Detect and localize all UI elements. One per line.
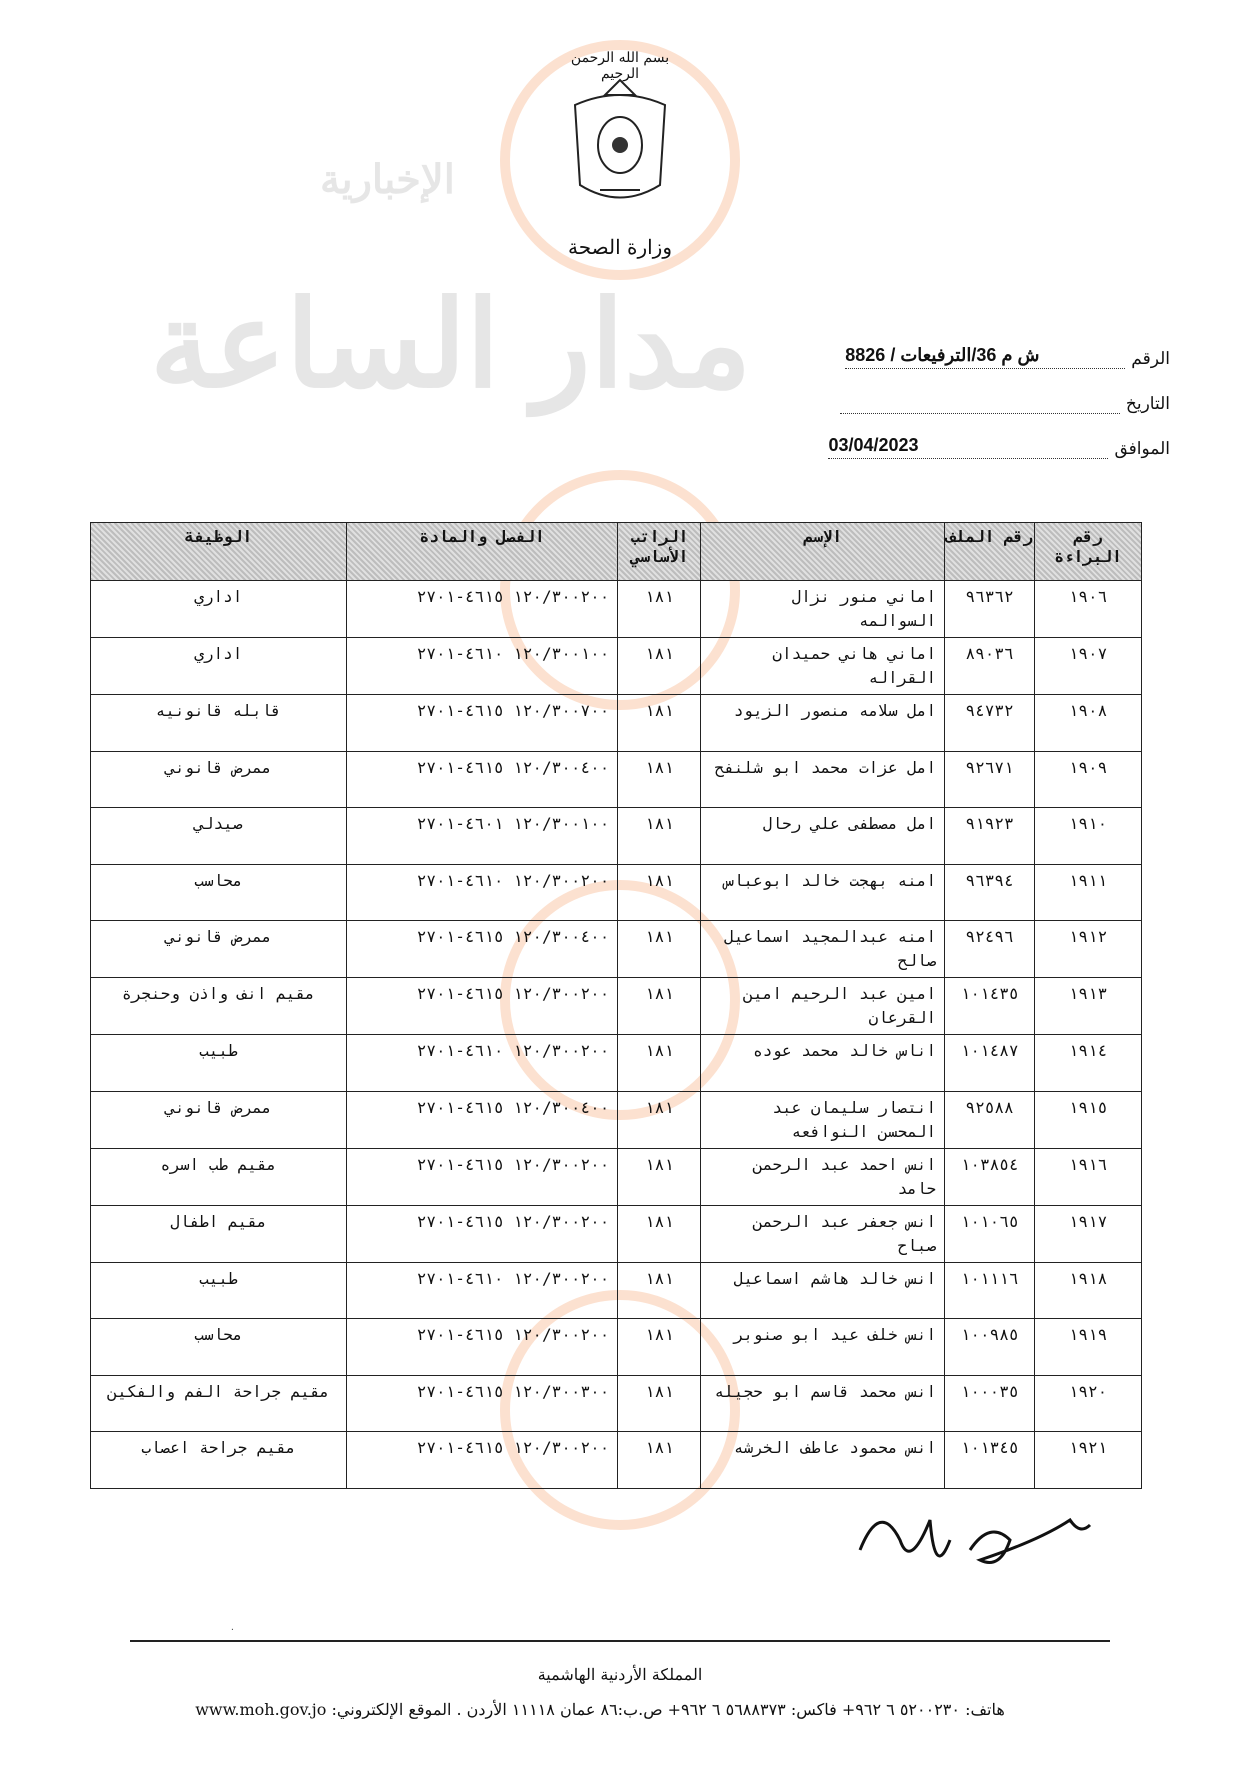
table-row (91, 1035, 1142, 1092)
table-row (91, 1091, 1142, 1148)
cell-name: امل سلامه منصور الزيود (701, 695, 945, 752)
cell-file-no: ١٠١٠٦٥ (945, 1205, 1035, 1262)
cell-chapter-article: ١٢٠/٣٠٠٢٠٠ ٤٦١٥-٢٧٠١ (346, 1205, 618, 1262)
cell-basic-salary: ١٨١ (618, 751, 701, 808)
cell-certificate-no: ١٩٢٠ (1035, 1375, 1142, 1432)
cell-name: انس جعفر عبد الرحمن صباح (701, 1205, 945, 1262)
cell-certificate-no: ١٩١٦ (1035, 1148, 1142, 1205)
cell-certificate-no: ١٩٠٨ (1035, 695, 1142, 752)
cell-chapter-article: ١٢٠/٣٠٠٢٠٠ ٤٦١٥-٢٧٠١ (346, 581, 618, 638)
footer-country: المملكة الأردنية الهاشمية (537, 1665, 703, 1684)
cell-chapter-article: ١٢٠/٣٠٠٢٠٠ ٤٦١٥-٢٧٠١ (346, 1148, 618, 1205)
cell-chapter-article: ١٢٠/٣٠٠٢٠٠ ٤٦١٥-٢٧٠١ (346, 1432, 618, 1489)
cell-basic-salary: ١٨١ (618, 1262, 701, 1319)
cell-basic-salary: ١٨١ (618, 978, 701, 1035)
cell-certificate-no: ١٩١٤ (1035, 1035, 1142, 1092)
header-name: الإسم (701, 523, 945, 581)
table-row (91, 921, 1142, 978)
table-row (91, 978, 1142, 1035)
cell-job: اداري (91, 581, 347, 638)
cell-basic-salary: ١٨١ (618, 921, 701, 978)
cell-name: امين عبد الرحيم امين القرعان (701, 978, 945, 1035)
table-row (91, 581, 1142, 638)
cell-name: اماني منور نزال السوالمه (701, 581, 945, 638)
cell-basic-salary: ١٨١ (618, 638, 701, 695)
cell-file-no: ١٠١٤٣٥ (945, 978, 1035, 1035)
table-row (91, 695, 1142, 752)
cell-certificate-no: ١٩١٠ (1035, 808, 1142, 865)
cell-chapter-article: ١٢٠/٣٠٠٤٠٠ ٤٦١٥-٢٧٠١ (346, 751, 618, 808)
header-chapter-article: الفصل والمادة (346, 523, 618, 581)
cell-name: امل مصطفى علي رحال (701, 808, 945, 865)
cell-job: مقيم جراحة الفم والفكين (91, 1375, 347, 1432)
cell-chapter-article: ١٢٠/٣٠٠٢٠٠ ٤٦١٥-٢٧٠١ (346, 1319, 618, 1376)
jordan-emblem-icon (565, 75, 675, 215)
cell-job: محاسب (91, 1319, 347, 1376)
table-row (91, 1262, 1142, 1319)
header-job: الوظيفة (91, 523, 347, 581)
ref-field (845, 345, 1170, 369)
cell-basic-salary: ١٨١ (618, 1375, 701, 1432)
cell-job: ممرض قانوني (91, 751, 347, 808)
cell-job: اداري (91, 638, 347, 695)
cell-certificate-no: ١٩١٧ (1035, 1205, 1142, 1262)
cell-name: انس خلف عيد ابو صنوبر (701, 1319, 945, 1376)
signature (840, 1480, 1120, 1590)
cell-certificate-no: ١٩٠٦ (1035, 581, 1142, 638)
cell-name: اناس خالد محمد عوده (701, 1035, 945, 1092)
cell-chapter-article: ١٢٠/٣٠٠٣٠٠ ٤٦١٥-٢٧٠١ (346, 1375, 618, 1432)
table-row (91, 808, 1142, 865)
promotions-table (90, 522, 1142, 1489)
cell-file-no: ٩٢٤٩٦ (945, 921, 1035, 978)
cell-basic-salary: ١٨١ (618, 864, 701, 921)
cell-certificate-no: ١٩١٩ (1035, 1319, 1142, 1376)
watermark-sub: الإخبارية (320, 158, 455, 202)
cell-file-no: ١٠١٣٤٥ (945, 1432, 1035, 1489)
cell-file-no: ١٠٣٨٥٤ (945, 1148, 1035, 1205)
ref-label: الرقم (1131, 349, 1170, 368)
cell-certificate-no: ١٩٠٧ (1035, 638, 1142, 695)
cell-job: مقيم اطفال (91, 1205, 347, 1262)
cell-file-no: ٩٦٣٩٤ (945, 864, 1035, 921)
cell-job: مقيم طب اسره (91, 1148, 347, 1205)
cell-chapter-article: ١٢٠/٣٠٠٤٠٠ ٤٦١٥-٢٧٠١ (346, 1091, 618, 1148)
cell-name: انس محمد قاسم ابو حجيله (701, 1375, 945, 1432)
corresponding-value: 03/04/2023 (828, 435, 1108, 459)
cell-name: امل عزات محمد ابو شلنفح (701, 751, 945, 808)
cell-certificate-no: ١٩١٢ (1035, 921, 1142, 978)
cell-chapter-article: ١٢٠/٣٠٠١٠٠ ٤٦١٠-٢٧٠١ (346, 638, 618, 695)
cell-certificate-no: ١٩٠٩ (1035, 751, 1142, 808)
ref-value: ش م 36/الترفيعات / 8826 (845, 345, 1125, 369)
cell-name: انتصار سليمان عبد المحسن النوافعه (701, 1091, 945, 1148)
table-row (91, 1205, 1142, 1262)
cell-basic-salary: ١٨١ (618, 695, 701, 752)
cell-chapter-article: ١٢٠/٣٠٠٢٠٠ ٤٦١٠-٢٧٠١ (346, 1035, 618, 1092)
header-basic-salary: الراتب الأساسي (618, 523, 701, 581)
cell-job: مقيم جراحة اعصاب (91, 1432, 347, 1489)
cell-job: محاسب (91, 864, 347, 921)
cell-basic-salary: ١٨١ (618, 1319, 701, 1376)
cell-file-no: ١٠٠٩٨٥ (945, 1319, 1035, 1376)
cell-file-no: ١٠١١١٦ (945, 1262, 1035, 1319)
footer-contact: هاتف: ٥٢٠٠٢٣٠ ٦ ٩٦٢+ فاكس: ٥٦٨٨٣٧٣ ٦ ٩٦٢+ ص.ب:٨٦ عمان ١١١١٨ الأردن . الموقع الإلكتروني: www.moh.gov.jo (195, 1700, 1005, 1719)
table-row (91, 1375, 1142, 1432)
cell-certificate-no: ١٩١٣ (1035, 978, 1142, 1035)
header-file-no: رقم الملف (945, 523, 1035, 581)
cell-certificate-no: ١٩١١ (1035, 864, 1142, 921)
cell-chapter-article: ١٢٠/٣٠٠١٠٠ ٤٦٠١-٢٧٠١ (346, 808, 618, 865)
watermark-brand: مدار الساعة (150, 278, 752, 412)
cell-chapter-article: ١٢٠/٣٠٠٤٠٠ ٤٦١٥-٢٧٠١ (346, 921, 618, 978)
table-row (91, 638, 1142, 695)
cell-chapter-article: ١٢٠/٣٠٠٢٠٠ ٤٦١٠-٢٧٠١ (346, 1262, 618, 1319)
cell-job: طبيب (91, 1262, 347, 1319)
date-field (840, 390, 1170, 414)
header-certificate-no: رقم البراءة (1035, 523, 1142, 581)
corresponding-date-field (828, 435, 1170, 459)
cell-basic-salary: ١٨١ (618, 808, 701, 865)
cell-certificate-no: ١٩١٨ (1035, 1262, 1142, 1319)
date-value (840, 390, 1120, 414)
table-row (91, 1319, 1142, 1376)
cell-file-no: ١٠٠٠٣٥ (945, 1375, 1035, 1432)
corresponding-label: الموافق (1114, 439, 1170, 458)
cell-basic-salary: ١٨١ (618, 1432, 701, 1489)
cell-name: انس خالد هاشم اسماعيل (701, 1262, 945, 1319)
cell-certificate-no: ١٩٢١ (1035, 1432, 1142, 1489)
cell-job: قابله قانونيه (91, 695, 347, 752)
footer-divider (130, 1640, 1110, 1642)
ministry-name: وزارة الصحة (568, 235, 672, 259)
cell-name: انس محمود عاطف الخرشه (701, 1432, 945, 1489)
cell-name: امنه بهجت خالد ابوعباس (701, 864, 945, 921)
table-header-row (91, 523, 1142, 581)
cell-job: طبيب (91, 1035, 347, 1092)
cell-name: انس احمد عبد الرحمن حامد (701, 1148, 945, 1205)
cell-job: صيدلي (91, 808, 347, 865)
cell-basic-salary: ١٨١ (618, 1148, 701, 1205)
date-label: التاريخ (1125, 394, 1170, 413)
cell-name: امنه عبدالمجيد اسماعيل صالح (701, 921, 945, 978)
cell-file-no: ١٠١٤٨٧ (945, 1035, 1035, 1092)
cell-job: ممرض قانوني (91, 1091, 347, 1148)
cell-job: ممرض قانوني (91, 921, 347, 978)
cell-file-no: ٩٢٥٨٨ (945, 1091, 1035, 1148)
cell-chapter-article: ١٢٠/٣٠٠٧٠٠ ٤٦١٥-٢٧٠١ (346, 695, 618, 752)
cell-basic-salary: ١٨١ (618, 1035, 701, 1092)
table-row (91, 751, 1142, 808)
cell-file-no: ٩٤٧٣٢ (945, 695, 1035, 752)
cell-file-no: ٨٩٠٣٦ (945, 638, 1035, 695)
cell-name: اماني هاني حميدان القراله (701, 638, 945, 695)
basmala: بسم الله الرحمن الرحيم (570, 50, 670, 82)
cell-chapter-article: ١٢٠/٣٠٠٢٠٠ ٤٦١٥-٢٧٠١ (346, 978, 618, 1035)
cell-file-no: ٩١٩٢٣ (945, 808, 1035, 865)
cell-file-no: ٩٢٦٧١ (945, 751, 1035, 808)
scan-note: · (230, 1625, 235, 1634)
cell-basic-salary: ١٨١ (618, 1091, 701, 1148)
cell-certificate-no: ١٩١٥ (1035, 1091, 1142, 1148)
cell-chapter-article: ١٢٠/٣٠٠٢٠٠ ٤٦١٠-٢٧٠١ (346, 864, 618, 921)
cell-file-no: ٩٦٣٦٢ (945, 581, 1035, 638)
cell-basic-salary: ١٨١ (618, 581, 701, 638)
cell-basic-salary: ١٨١ (618, 1205, 701, 1262)
table-row (91, 1148, 1142, 1205)
cell-job: مقيم انف واذن وحنجرة (91, 978, 347, 1035)
table-row (91, 864, 1142, 921)
